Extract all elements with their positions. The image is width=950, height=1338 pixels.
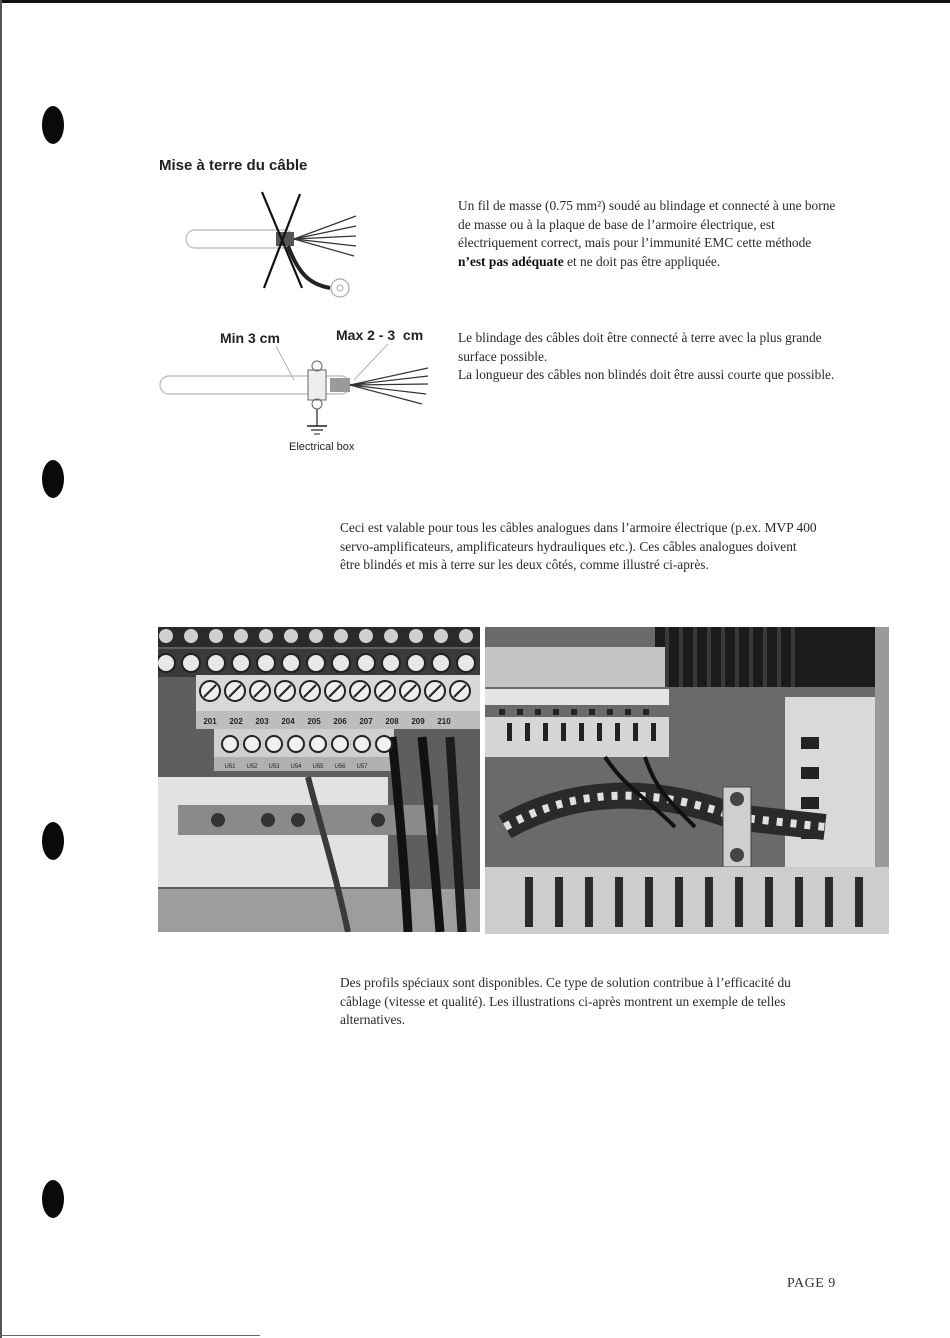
terminal-number-207: 207 <box>359 717 373 726</box>
terminal-label-U51: U51 <box>224 764 236 770</box>
paragraph-ground-wire <box>458 197 838 271</box>
electrical-box-label: Electrical box <box>289 441 355 453</box>
photo-terminal-strip <box>158 627 480 932</box>
photo-profile-grounding <box>485 627 889 934</box>
terminal-number-203: 203 <box>255 717 269 726</box>
terminal-label-U54: U54 <box>290 764 302 770</box>
terminal-label-U57: U57 <box>356 764 368 770</box>
paragraph-1-text-b: et ne doit pas être appliquée. <box>563 253 721 269</box>
incorrect-grounding-diagram <box>180 188 370 303</box>
section-title: Mise à terre du câble <box>159 157 308 174</box>
max-length-label: Max 2 - 3 cm <box>336 327 424 343</box>
page-number: PAGE 9 <box>787 1276 836 1291</box>
punch-hole-1 <box>42 106 64 144</box>
terminal-number-205: 205 <box>307 717 321 726</box>
terminal-number-204: 204 <box>281 717 295 726</box>
terminal-label-U55: U55 <box>312 764 324 770</box>
terminal-number-209: 209 <box>411 717 425 726</box>
terminal-number-206: 206 <box>333 717 347 726</box>
paragraph-special-profiles: Des profils spéciaux sont disponibles. Ce type de solution contribue à l’efficacité du câblage (vitesse et qualité). Les illustrations ci-après montrent un exemple de telles alternatives. <box>340 975 791 1028</box>
paragraph-1-bold: n’est pas adéquate <box>458 253 564 269</box>
paragraph-2-line-b: La longueur des câbles non blindés doit être aussi courte que possible. <box>458 367 835 383</box>
punch-hole-4 <box>42 1180 64 1218</box>
terminal-number-201: 201 <box>203 717 217 726</box>
top-border <box>0 0 950 3</box>
correct-grounding-diagram <box>156 340 436 440</box>
paragraph-analog-cables: Ceci est valable pour tous les câbles analogues dans l’armoire électrique (p.ex. MVP 400 servo-amplificateurs, amplificateurs hydrauliques etc.). Ces câbles analogues doivent être blindés et mis à terre sur les deux côtés, comme illustré ci-après. <box>340 520 817 573</box>
paragraph-shield <box>458 329 838 385</box>
terminal-label-U56: U56 <box>334 764 346 770</box>
terminal-label-U52: U52 <box>246 764 258 770</box>
left-scan-edge <box>0 0 2 1338</box>
bottom-scan-line <box>0 1335 260 1336</box>
terminal-number-210: 210 <box>437 717 451 726</box>
paragraph-1-text-a: Un fil de masse (0.75 mm²) soudé au blindage et connecté à une borne de masse ou à la plaque de base de l’armoire électrique, est électriquement correct, mais pour l’immunité EMC cette méthode <box>458 198 836 251</box>
punch-hole-2 <box>42 460 64 498</box>
terminal-number-208: 208 <box>385 717 399 726</box>
terminal-label-U53: U53 <box>268 764 280 770</box>
paragraph-2-line-a: Le blindage des câbles doit être connecté à terre avec la plus grande surface possible. <box>458 330 822 364</box>
terminal-number-202: 202 <box>229 717 243 726</box>
min-length-label: Min 3 cm <box>220 330 280 346</box>
punch-hole-3 <box>42 822 64 860</box>
